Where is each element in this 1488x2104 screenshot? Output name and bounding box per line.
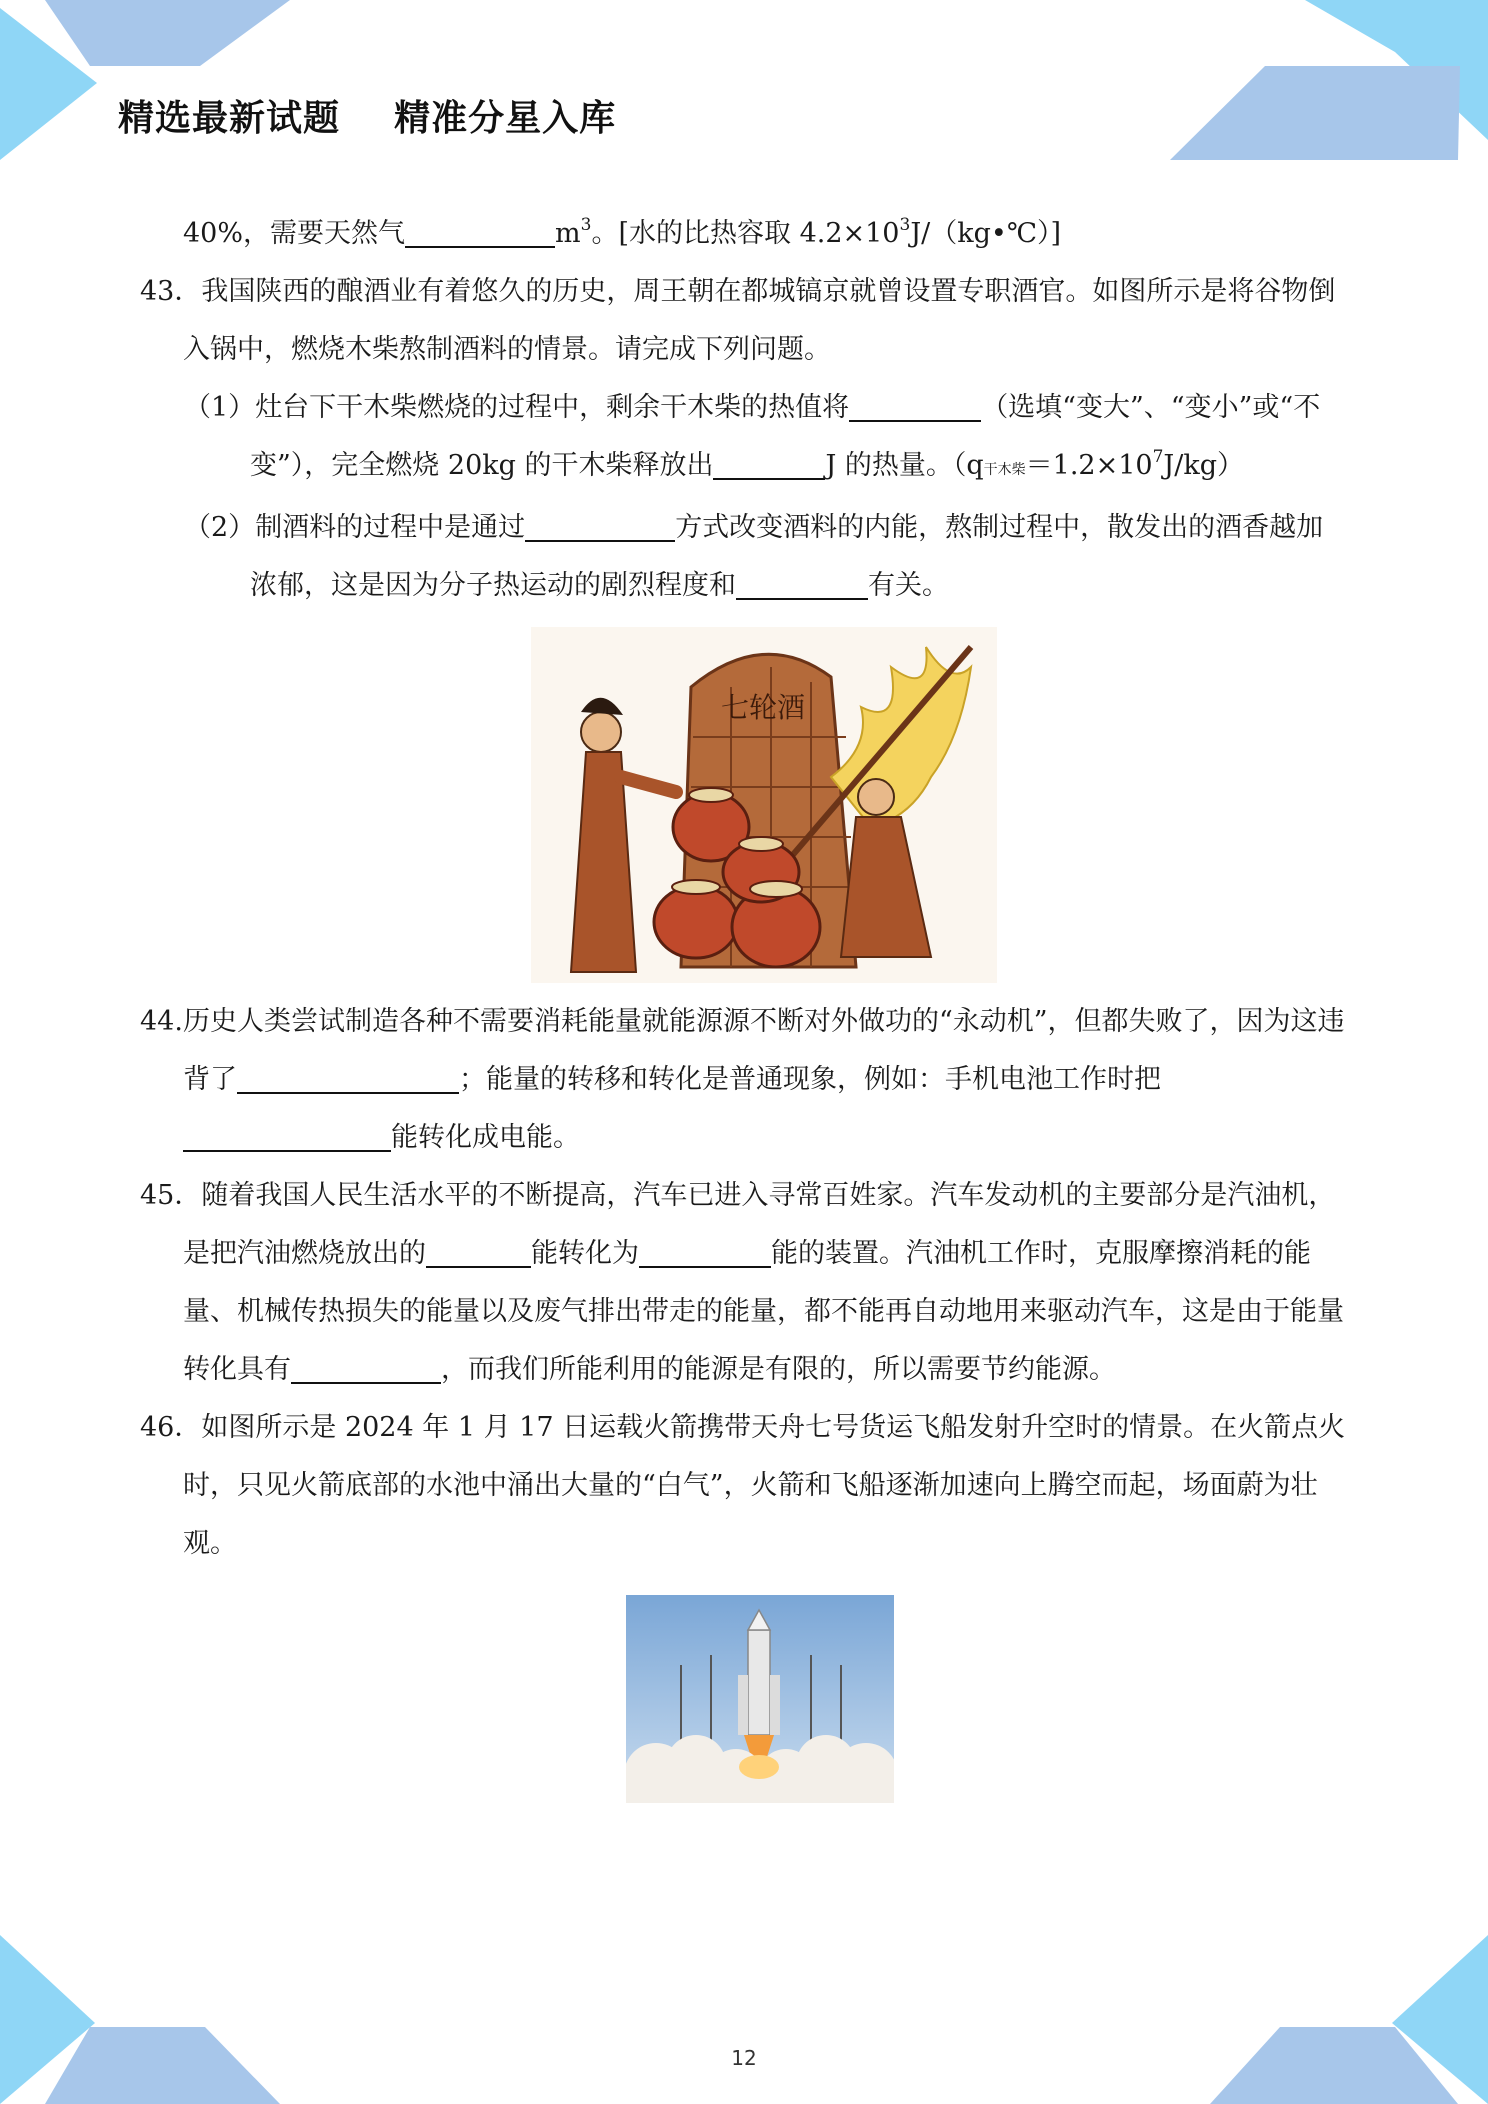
answer-blank-45b[interactable] bbox=[639, 1236, 771, 1268]
question-45: 45．随着我国人民生活水平的不断提高，汽车已进入寻常百姓家。汽车发动机的主要部分是汽油机，是把汽油燃烧放出的 能转化为 能的装置。汽油机工作时，克服摩擦消耗的能量、机械传热损失的能量以及废气排出带走的能量，都不能再自动地用来驱动汽车，这是由于能量转化具有 ，而我们所能利用的能源是有限的，所以需要节约能源。 bbox=[140, 1180, 1344, 1385]
question-43: 43．我国陕西的酿酒业有着悠久的历史，周王朝在都城镐京就曾设置专职酒官。如图所示是将谷物倒入锅中，燃烧木柴熬制酒料的情景。请完成下列问题。 bbox=[140, 276, 1336, 365]
question-44: 44.历史人类尝试制造各种不需要消耗能量就能源源不断对外做功的“永动机”，但都失败了，因为这违背了 ；能量的转移和转化是普通现象，例如：手机电池工作时把能转化成电能。 bbox=[140, 1006, 1345, 1153]
question-43-part-2: （2）制酒料的过程中是通过 方式改变酒料的内能，熬制过程中，散发出的酒香越加浓郁，这是因为分子热运动的剧烈程度和 有关。 bbox=[184, 512, 1324, 601]
q42-continuation: 40%，需要天然气 $m^3$。[水的比热容取 $4.2\times 10^3J/(kg•℃)$] bbox=[183, 215, 1062, 249]
answer-blank-45a[interactable] bbox=[426, 1236, 531, 1268]
rocket-launch-photo bbox=[626, 1595, 894, 1803]
wine-making-illustration bbox=[531, 627, 997, 983]
header-title: 精选最新试题 精准分星入库 bbox=[118, 98, 617, 139]
answer-blank-45c[interactable] bbox=[291, 1352, 441, 1384]
question-number: 44. bbox=[140, 1006, 183, 1037]
top-right-decoration bbox=[1170, 0, 1488, 165]
answer-blank-43-2b[interactable] bbox=[736, 568, 868, 600]
bottom-left-decoration bbox=[0, 1935, 300, 2104]
question-number: 45． bbox=[140, 1180, 202, 1211]
answer-blank-q42[interactable] bbox=[405, 216, 555, 248]
bottom-right-decoration bbox=[1170, 1935, 1488, 2104]
question-43-part-1: （1）灶台下干木柴燃烧的过程中，剩余干木柴的热值将 （选填“变大”、“变小”或“不变”），完全燃烧 20kg 的干木柴释放出 J 的热量。（q干木柴$=1.2\times 10^7J/kg$） bbox=[184, 392, 1321, 481]
question-46: 46．如图所示是 2024 年 1 月 17 日运载火箭携带天舟七号货运飞船发射升空时的情景。在火箭点火时，只见火箭底部的水池中涌出大量的“白气”，火箭和飞船逐渐加速向上腾空而起，场面蔚为壮观。 bbox=[140, 1412, 1346, 1559]
answer-blank-44b[interactable] bbox=[183, 1120, 391, 1152]
question-content bbox=[140, 205, 1350, 1803]
answer-blank-43-1b[interactable] bbox=[713, 448, 825, 480]
answer-blank-43-2a[interactable] bbox=[525, 510, 675, 542]
answer-blank-43-1a[interactable] bbox=[849, 390, 981, 422]
answer-blank-44a[interactable] bbox=[237, 1062, 459, 1094]
question-number: 43． bbox=[140, 276, 202, 307]
question-number: 46． bbox=[140, 1412, 202, 1443]
page-number: 12 bbox=[731, 2046, 757, 2070]
kiln-jar-text: 七轮酒 bbox=[721, 691, 806, 724]
